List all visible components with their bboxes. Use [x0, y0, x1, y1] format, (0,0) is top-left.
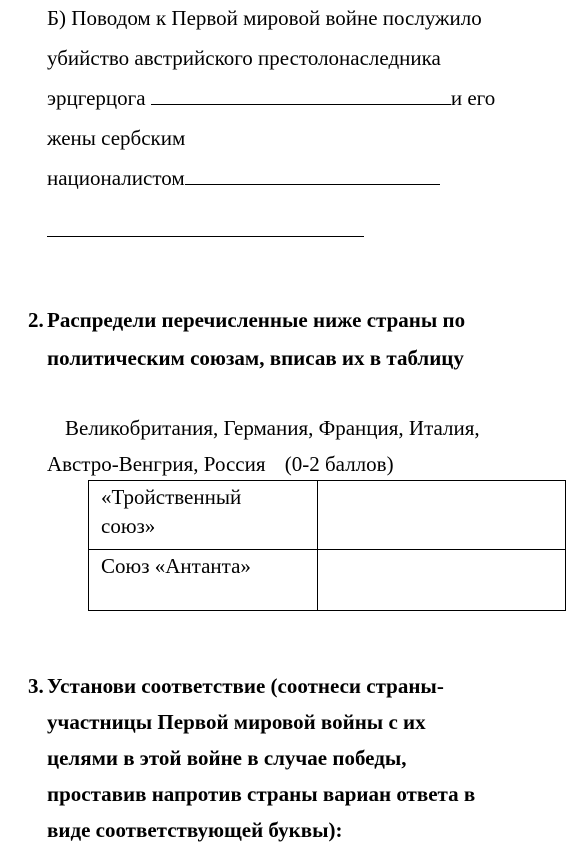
countries-list-line-2 — [47, 452, 394, 476]
question-2-title-text-1: Распредели перечисленные ниже страны по — [47, 308, 466, 332]
section-b-line-3-suffix: и его — [450, 86, 496, 110]
section-b-line-5-prefix: националистом — [47, 166, 185, 190]
section-b-line-6 — [47, 218, 364, 242]
question-3-line-2: участницы Первой мировой войны с их — [47, 710, 426, 734]
triple-alliance-answer-cell[interactable] — [318, 481, 566, 550]
question-3-line-1 — [28, 674, 444, 698]
question-2-title-line-1 — [28, 308, 466, 332]
section-b-line-3 — [47, 86, 495, 110]
section-b-line-3-prefix: эрцгерцога — [47, 86, 146, 110]
table-row — [89, 550, 566, 611]
question-2-number: 2. — [28, 308, 44, 332]
question-3-number: 3. — [28, 674, 44, 698]
archduke-name-blank[interactable] — [151, 86, 451, 105]
question-3-line-3: целями в этой войне в случае победы, — [47, 746, 407, 770]
entente-answer-cell[interactable] — [318, 550, 566, 611]
question-2-title-line-2: политическим союзам, вписав их в таблицу — [47, 346, 464, 370]
triple-alliance-label-line-1: «Тройственный — [101, 485, 242, 509]
alliances-table — [88, 480, 566, 611]
triple-alliance-label-line-2: союз» — [101, 514, 156, 538]
question-3-text-1: Установи соответствие (соотнеси страны- — [47, 674, 444, 698]
points-label: (0-2 баллов) — [284, 452, 394, 476]
countries-list-line-1: Великобритания, Германия, Франция, Италия, — [65, 416, 480, 440]
section-b-line-4: жены сербским — [47, 126, 186, 150]
table-row — [89, 481, 566, 550]
countries-list-text-2: Австро-Венгрия, Россия — [47, 452, 266, 476]
section-b-line-5 — [47, 166, 440, 190]
triple-alliance-cell — [89, 481, 318, 550]
nationalist-name-blank-continued[interactable] — [47, 218, 364, 237]
section-b-line-1: Б) Поводом к Первой мировой войне послужило — [47, 6, 482, 30]
entente-label: Союз «Антанта» — [101, 554, 251, 578]
section-b-line-2: убийство австрийского престолонаследника — [47, 46, 441, 70]
entente-cell — [89, 550, 318, 611]
nationalist-name-blank[interactable] — [185, 166, 440, 185]
question-3-line-4: проставив напротив страны вариан ответа в — [47, 782, 476, 806]
question-3-line-5: виде соответствующей буквы): — [47, 818, 343, 842]
